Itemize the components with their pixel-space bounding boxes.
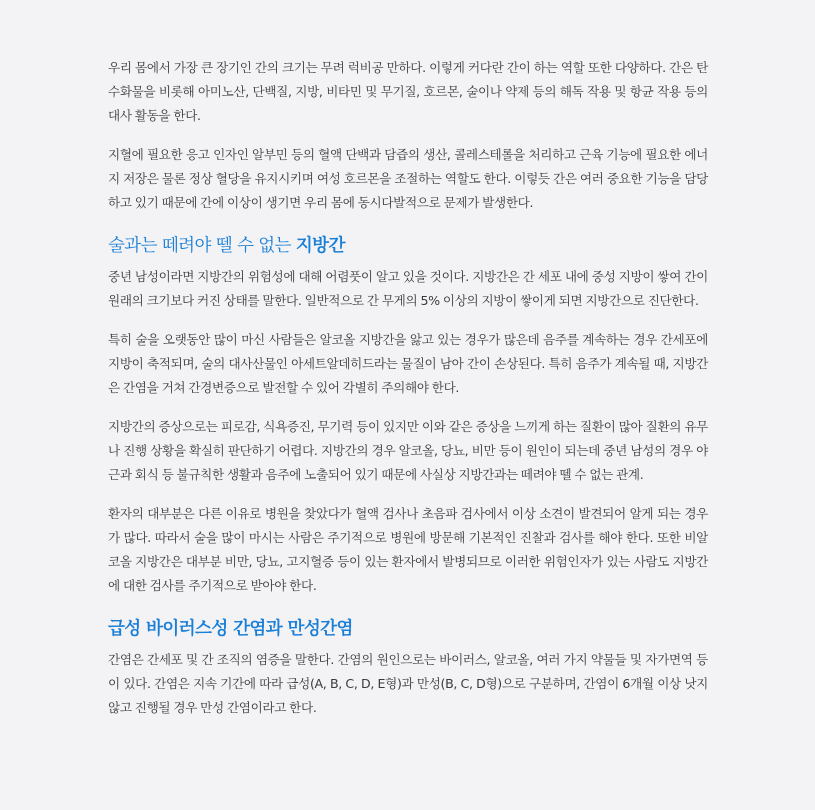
intro-paragraph-1: 우리 몸에서 가장 큰 장기인 간의 크기는 무려 럭비공 만하다. 이렇게 커다란 간이 하는 역할 또한 다양하다. 간은 탄수화물을 비롯해 아미노산, 단백질, 지방, 비타민 및 무기질, 호르몬, 술이나 약제 등의 해독 작용 및 항균 작용 등의 대사 활동을 한다. bbox=[108, 60, 708, 123]
fatty-liver-paragraph-2: 특히 술을 오랫동안 많이 마신 사람들은 알코올 지방간을 앓고 있는 경우가 많은데 음주를 계속하는 경우 간세포에 지방이 축적되며, 술의 대사산물인 아세트알데히드라는 물질이 남아 간이 손상된다. 특히 음주가 계속될 때, 지방간은 간염을 거쳐 간경변증으로 발전할 수 있어 각별히 주의해야 한다. bbox=[108, 332, 708, 395]
section-heading-hepatitis-text: 급성 바이러스성 간염과 만성간염 bbox=[108, 619, 353, 639]
section-heading-hepatitis bbox=[108, 616, 708, 642]
section-heading-prefix: 술과는 떼려야 뗄 수 없는 bbox=[108, 236, 296, 256]
fatty-liver-paragraph-1: 중년 남성이라면 지방간의 위험성에 대해 어렴풋이 알고 있을 것이다. 지방간은 간 세포 내에 중성 지방이 쌓여 간이 원래의 크기보다 커진 상태를 말한다. 일반적으로 간 무게의 5% 이상의 지방이 쌓이게 되면 지방간으로 진단한다. bbox=[108, 269, 708, 308]
article-body bbox=[108, 56, 708, 735]
intro-paragraph-2: 지혈에 필요한 응고 인자인 알부민 등의 혈액 단백과 담즙의 생산, 콜레스테롤을 처리하고 근육 기능에 필요한 에너지 저장은 물론 정상 혈당을 유지시키며 여성 호르몬을 조절하는 역할도 한다. 이렇듯 간은 여러 중요한 기능을 담당하고 있기 때문에 간에 이상이 생기면 우리 몸에 동시다발적으로 문제가 발생한다. bbox=[108, 147, 708, 210]
fatty-liver-paragraph-3: 지방간의 증상으로는 피로감, 식욕증진, 무기력 등이 있지만 이와 같은 증상을 느끼게 하는 질환이 많아 질환의 유무나 진행 상황을 확실히 판단하기 어렵다. 지방간의 경우 알코올, 당뇨, 비만 등이 원인이 되는데 중년 남성의 경우 야근과 회식 등 불규칙한 생활과 음주에 노출되어 있기 때문에 사실상 지방간과는 떼려야 뗄 수 없는 관계. bbox=[108, 419, 708, 482]
section-heading-keyword: 지방간 bbox=[295, 236, 345, 256]
fatty-liver-paragraph-4: 환자의 대부분은 다른 이유로 병원을 찾았다가 혈액 검사나 초음파 검사에서 이상 소견이 발견되어 알게 되는 경우가 많다. 따라서 술을 많이 마시는 사람은 주기적으로 병원에 방문해 기본적인 진찰과 검사를 해야 한다. 또한 비알코올 지방간은 대부분 비만, 당뇨, 고지혈증 등이 있는 환자에서 발병되므로 이러한 위험인자가 있는 사람도 지방간에 대한 검사를 주기적으로 받아야 한다. bbox=[108, 506, 708, 593]
hepatitis-paragraph-1: 간염은 간세포 및 간 조직의 염증을 말한다. 간염의 원인으로는 바이러스, 알코올, 여러 가지 약물들 및 자가면역 등이 있다. 간염은 지속 기간에 따라 급성(A, B, C, D, E형)과 만성(B, C, D형)으로 구분하며, 간염이 6개월 이상 낫지 않고 진행될 경우 만성 간염이라고 한다. bbox=[108, 652, 708, 715]
section-heading-fatty-liver bbox=[108, 233, 708, 259]
